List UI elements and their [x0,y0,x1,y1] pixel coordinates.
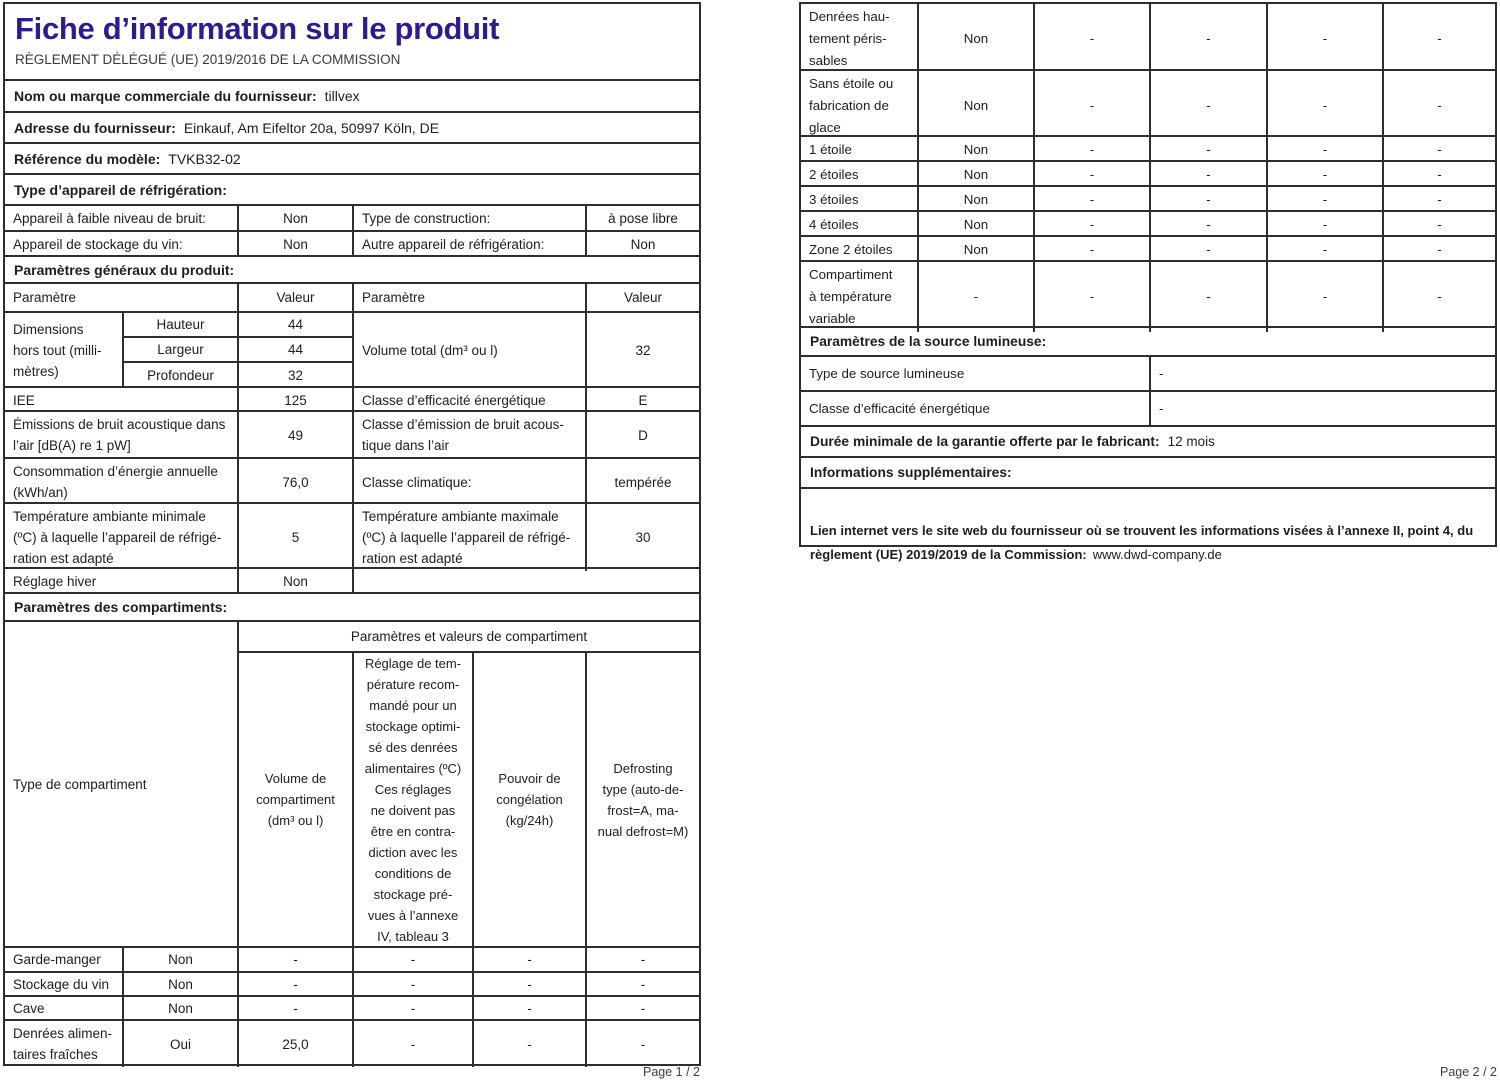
cell-value: - [352,995,472,1019]
row-label: Réglage hiver [13,574,97,589]
row-label: Classe d’efficacité énergétique [809,400,990,416]
cell-value: - [352,946,472,971]
cell-value: Non [585,232,699,257]
appliance-type-row [5,204,699,230]
supplier-address-value: Einkauf, Am Eifeltor 20a, 50997 Köln, DE [183,119,440,136]
cell-value: - [1149,71,1266,141]
compartment-type: 2 étoiles [809,167,859,182]
section-compartments [5,592,699,620]
cell-value: - [1382,237,1495,263]
cell-value: - [1382,212,1495,238]
cell-value: - [1033,137,1149,163]
row-label: Appareil à faible niveau de bruit: [13,211,206,226]
cell-value: - [1149,237,1266,263]
cell-value: - [1266,187,1382,213]
cell-value: - [917,262,1033,332]
cell-value: - [1149,392,1495,425]
compartment-type: Stockage du vin [5,971,122,995]
supplier-address-label: Adresse du fournisseur: [14,119,176,136]
general-parameter-row [5,386,699,410]
general-parameter-row [5,502,699,567]
row-label: Consommation d’énergie annuelle (kWh/an) [13,464,218,500]
supplier-address-row [5,111,699,142]
row-label: Type de construction: [352,206,585,231]
compartment-type: 3 étoiles [809,192,859,207]
total-volume-value: 32 [585,313,699,388]
cell-value: Non [917,237,1033,263]
cell-value: Non [237,232,352,257]
product-sheet-page-1 [3,2,701,1066]
compartment-type: 1 étoile [809,142,852,157]
cell-value: - [352,1019,472,1067]
cell-value: - [1382,71,1495,141]
compartment-type: 4 étoiles [809,217,859,232]
product-sheet-page-2 [799,2,1497,562]
light-source-row [801,355,1495,390]
supplier-name-row [5,79,699,111]
compartment-row [801,135,1495,160]
cell-value: - [1149,162,1266,188]
column-header: Paramètre [13,290,77,305]
column-header-temperature: Réglage de tem- pérature recom- mandé pour un stockage optimi- sé des denrées alimentaires (ºC) Ces réglages ne doivent pas être en contra- diction avec les conditions de stockage pré- vues à l’annexe IV, tableau 3 [352,651,472,946]
section-additional-info-title: Informations supplémentaires: [810,465,1012,480]
cell-value: - [1149,357,1495,390]
cell-value: - [1149,137,1266,163]
cell-value: - [1266,4,1382,74]
cell-value: - [1382,4,1495,74]
regulation-subtitle: RÈGLEMENT DÉLÉGUÉ (UE) 2019/2016 DE LA COMMISSION [15,52,401,67]
dimension-value: 32 [237,363,352,388]
cell-value: Oui [122,1019,237,1067]
row-label: IEE [13,393,35,408]
cell-value: Non [917,137,1033,163]
cell-value: - [1033,4,1149,74]
compartment-type: Denrées hau- tement péris- sables [809,9,890,68]
section-compartments-title: Paramètres des compartiments: [14,599,228,615]
row-label: Température ambiante maximale (ºC) à laquelle l’appareil de réfrigé- ration est adapté [352,504,585,571]
row-label: Classe d’efficacité énergétique [352,388,585,413]
cell-value: - [1382,137,1495,163]
column-header: Paramètre [352,284,585,311]
dimensions-block [5,311,699,386]
general-parameter-row [5,410,699,457]
cell-value: 76,0 [237,459,352,505]
total-volume-label: Volume total (dm³ ou l) [352,313,585,388]
column-header: Valeur [585,284,699,311]
cell-value: - [1033,162,1149,188]
compartment-table [5,620,699,1064]
compartment-row [801,4,1495,69]
dimension-name: Profondeur [122,363,237,388]
section-appliance-type-title: Type d’appareil de réfrigération: [14,181,227,198]
cell-value: Non [122,946,237,971]
cell-value: - [237,946,352,971]
cell-value: - [1149,212,1266,238]
cell-value: Non [917,71,1033,141]
column-header-volume: Volume de compartiment (dm³ ou l) [237,651,352,946]
cell-value: 5 [237,504,352,571]
cell-value: - [1266,262,1382,332]
general-parameter-row [5,457,699,502]
section-appliance-type [5,173,699,204]
cell-value: - [585,971,699,995]
cell-value: - [1033,212,1149,238]
cell-value: à pose libre [585,206,699,231]
cell-value: - [1149,187,1266,213]
model-reference-label: Référence du modèle: [14,150,161,167]
cell-value: - [352,971,472,995]
warranty-value: 12 mois [1167,434,1215,449]
cell-value: - [1033,187,1149,213]
row-label: Température ambiante minimale (ºC) à laquelle l’appareil de réfrigé- ration est adapté [13,509,222,566]
cell-value: - [1266,71,1382,141]
warranty-label: Durée minimale de la garantie offerte par le fabricant: [810,434,1160,449]
winter-setting-row [5,567,699,592]
model-reference-row [5,142,699,173]
compartment-type: Garde-manger [5,946,122,971]
page-title: Fiche d’information sur le produit [15,11,500,46]
dimension-value: 44 [237,338,352,363]
cell-value: - [237,995,352,1019]
dimensions-label: Dimensions hors tout (milli- mètres) [13,322,102,379]
cell-value: - [472,946,585,971]
empty-cell [352,569,699,594]
dimension-value: 44 [237,313,352,338]
cell-value: 25,0 [237,1019,352,1067]
section-general-parameters-title: Paramètres généraux du produit: [14,261,235,278]
cell-value: - [1382,187,1495,213]
compartment-row [801,210,1495,235]
light-source-row [801,390,1495,425]
compartment-row [801,260,1495,326]
cell-value: D [585,412,699,458]
supplier-link-label: Lien internet vers le site web du fournisseur où se trouvent les informations visées à l’annexe II, point 4, du règlement (UE) 2019/2019 de la Commission: [810,523,1474,562]
cell-value: - [1033,237,1149,263]
cell-value: - [1033,71,1149,141]
cell-value: Non [917,162,1033,188]
compartment-type: Cave [5,995,122,1019]
row-label: Autre appareil de réfrigération: [352,232,585,257]
supplier-name-label: Nom ou marque commerciale du fournisseur: [14,88,317,104]
row-label: Classe d’émission de bruit acous- tique dans l’air [352,412,585,458]
cell-value: - [1266,137,1382,163]
section-light-source-title: Paramètres de la source lumineuse: [810,334,1047,349]
dimension-name: Largeur [122,338,237,363]
column-header-freezing: Pouvoir de congélation (kg/24h) [472,651,585,946]
compartment-row [801,185,1495,210]
supplier-name-value: tillvex [324,88,360,104]
cell-value: - [237,971,352,995]
supplier-link-url: www.dwd-company.de [1092,547,1222,562]
cell-value: Non [237,569,352,594]
cell-value: - [1149,262,1266,332]
cell-value: - [472,971,585,995]
appliance-type-row [5,230,699,255]
cell-value: - [1382,262,1495,332]
cell-value: Non [237,206,352,231]
cell-value: - [585,1019,699,1067]
page-2-footer: Page 2 / 2 [1440,1065,1497,1079]
compartment-row [801,160,1495,185]
row-label: Appareil de stockage du vin: [13,237,183,252]
cell-value: - [1266,212,1382,238]
compartment-row [801,235,1495,260]
cell-value: - [472,995,585,1019]
model-reference-value: TVKB32-02 [168,150,241,167]
compartment-type: Denrées alimen- taires fraîches [5,1019,122,1067]
column-header-defrost: Defrosting type (auto-de- frost=A, ma- nual defrost=M) [585,651,699,946]
supplier-link-cell [801,489,1495,573]
compartment-type-header: Type de compartiment [13,776,147,792]
cell-value: - [1382,162,1495,188]
cell-value: E [585,388,699,413]
compartment-group-header: Paramètres et valeurs de compartiment [237,622,699,651]
cell-value: tempérée [585,459,699,505]
cell-value: Non [122,971,237,995]
cell-value: 49 [237,412,352,458]
cell-value: Non [122,995,237,1019]
cell-value: - [1266,237,1382,263]
compartment-row [801,69,1495,135]
cell-value: - [585,946,699,971]
warranty-row [801,425,1495,456]
supplier-link-row [801,487,1495,562]
row-label: Classe climatique: [352,459,585,505]
cell-value: Non [917,187,1033,213]
cell-value: 30 [585,504,699,571]
cell-value: - [585,995,699,1019]
cell-value: Non [917,212,1033,238]
cell-value: - [1033,262,1149,332]
compartment-type: Sans étoile ou fabrication de glace [809,76,894,135]
dimension-name: Hauteur [122,313,237,338]
cell-value: Non [917,4,1033,74]
parameter-header-row [5,282,699,311]
cell-value: - [1266,162,1382,188]
row-label: Type de source lumineuse [809,365,965,381]
compartment-type: Compartiment à température variable [809,267,893,326]
cell-value: - [472,1019,585,1067]
column-header: Valeur [237,284,352,311]
section-additional-info [801,456,1495,487]
document-header [5,4,699,79]
row-label: Émissions de bruit acoustique dans l’air [dB(A) re 1 pW] [13,417,226,453]
cell-value: - [1149,4,1266,74]
cell-value: 125 [237,388,352,413]
section-general-parameters [5,255,699,282]
compartment-type: Zone 2 étoiles [809,242,893,257]
page-1-footer: Page 1 / 2 [643,1065,700,1079]
